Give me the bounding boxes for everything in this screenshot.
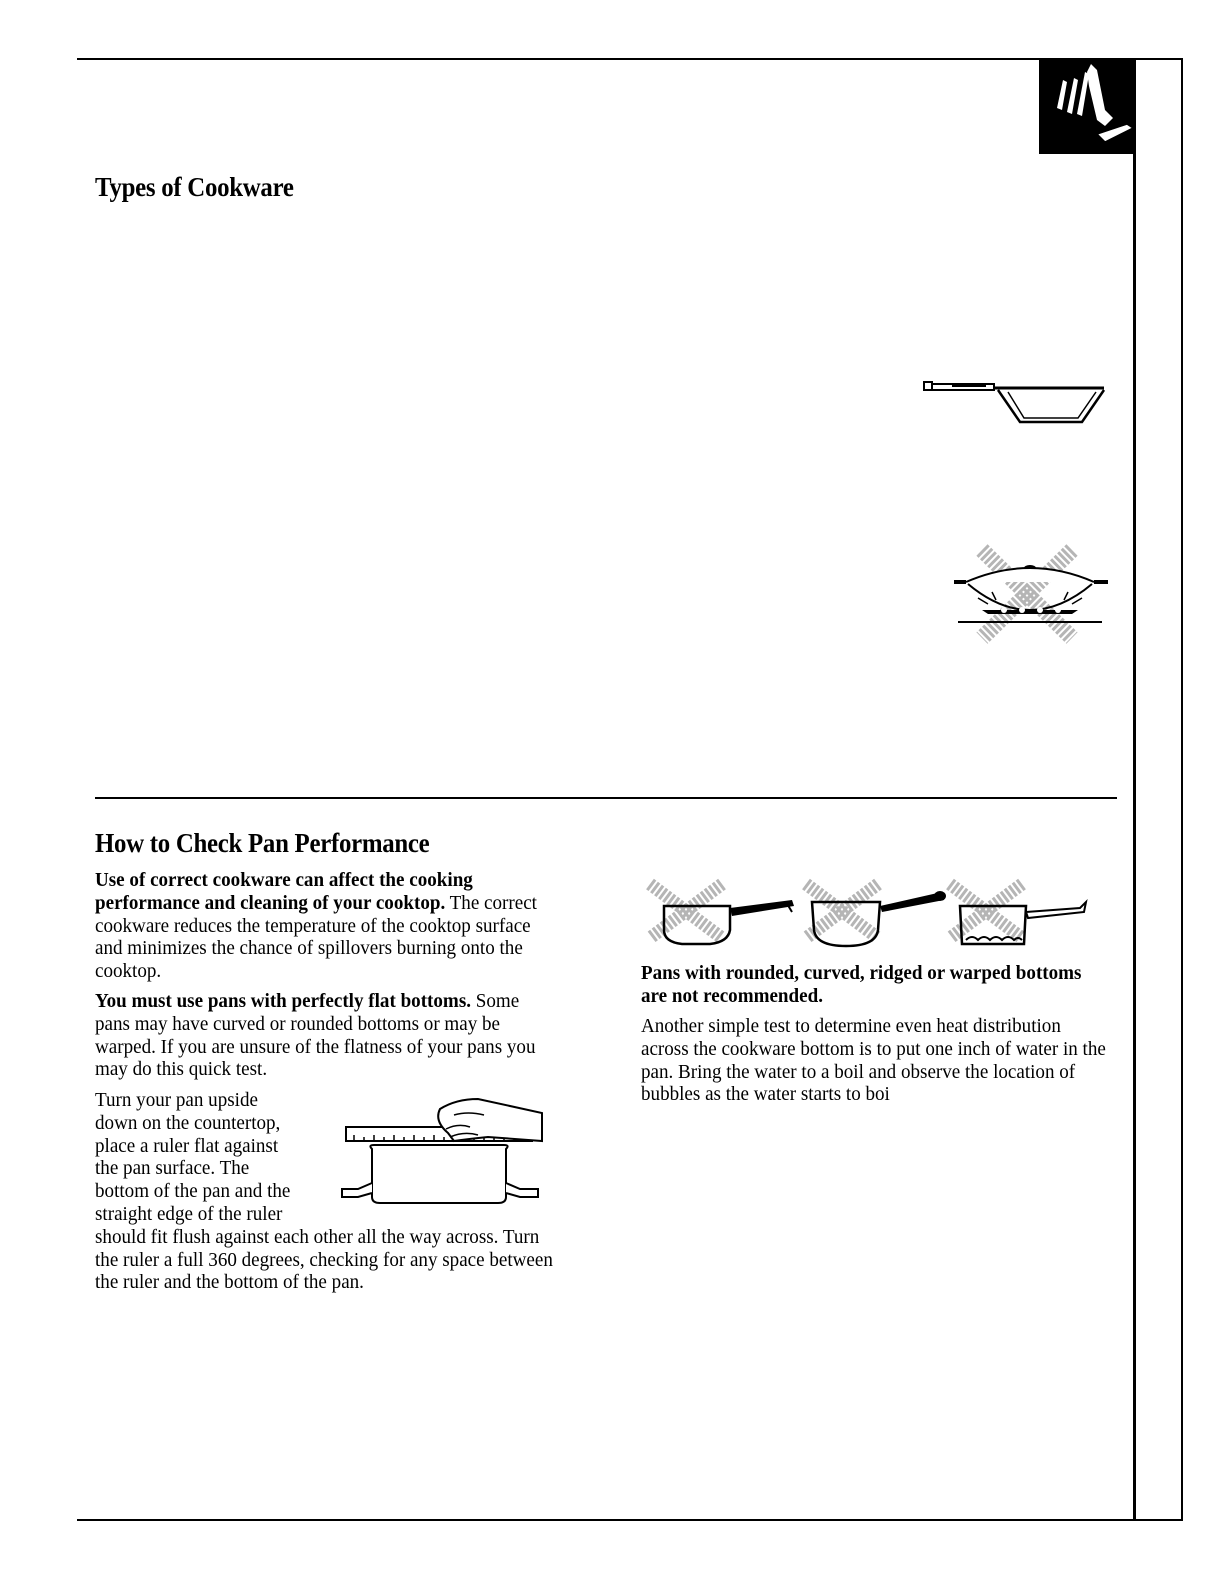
boil-test-paragraph: Another simple test to determine even heat distribution across the cookware bottom is to put one inch of water in the pan. Bring the water to a boil and observe the location of bubbles as the water starts to boi bbox=[641, 1015, 1106, 1106]
flat-bottoms-paragraph bbox=[95, 990, 551, 1081]
bad-pans-caption: Pans with rounded, curved, ridged or warped bottoms are not recommended. bbox=[641, 962, 1082, 1007]
ruler-pan-test-illustration bbox=[338, 1093, 548, 1213]
bottom-rule bbox=[77, 1519, 1183, 1521]
cookware-intro-bold: Use of correct cookware can affect the cooking performance and cleaning of your cooktop. bbox=[95, 869, 473, 914]
ruler-test-line-6: straight edge of the ruler bbox=[95, 1202, 283, 1225]
top-rule bbox=[77, 58, 1183, 60]
wok-not-recommended-illustration bbox=[952, 544, 1112, 644]
cookware-intro-text: The correct cookware reduces the temperature of the cooktop surface and minimizes the chance of spillovers burning onto the cooktop. bbox=[95, 891, 537, 983]
ruler-test-line-3: place a ruler flat against bbox=[95, 1134, 279, 1157]
ruler-test-line-4: the pan surface. The bbox=[95, 1157, 250, 1180]
flat-bottoms-text: Some pans may have curved or rounded bottoms or may be warped. If you are unsure of the flatness of your pans you may do this quick test. bbox=[95, 990, 536, 1081]
ruler-test-line-1: Turn your pan upside bbox=[95, 1089, 258, 1111]
cookware-intro-paragraph bbox=[95, 869, 551, 983]
flat-bottoms-bold: You must use pans with perfectly flat bottoms. bbox=[95, 990, 472, 1012]
types-of-cookware-heading: Types of Cookware bbox=[95, 172, 294, 202]
ruler-test-line-2: down on the countertop, bbox=[95, 1111, 281, 1134]
right-edge-rule bbox=[1181, 58, 1183, 1521]
ruler-test-line-5: bottom of the pan and the bbox=[95, 1180, 291, 1203]
ruler-test-rest: should fit flush against each other all the way across. Turn the ruler a full 360 degrees, checking for any space between the ruler and the bottom of the pan. bbox=[95, 1225, 553, 1294]
right-tab-rule bbox=[1133, 58, 1136, 1521]
pan-performance-heading: How to Check Pan Performance bbox=[95, 828, 430, 858]
section-divider-rule bbox=[95, 797, 1117, 799]
bad-pans-illustration bbox=[640, 876, 1096, 952]
skillet-illustration bbox=[922, 378, 1108, 426]
hand-touch-icon bbox=[1039, 58, 1135, 154]
